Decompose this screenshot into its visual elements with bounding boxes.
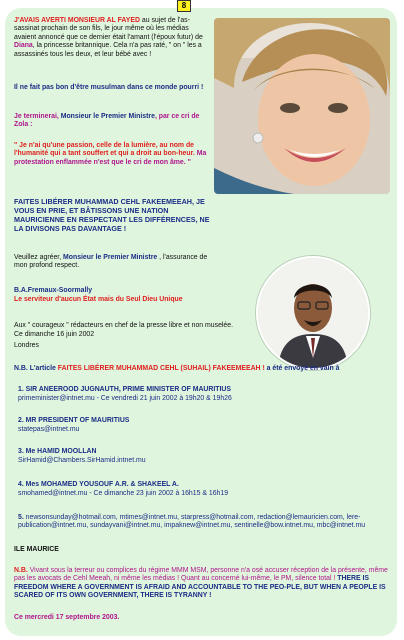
- diana-name: Diana: [14, 42, 33, 50]
- final-date: Ce mercredi 17 septembre 2003.: [14, 614, 120, 621]
- closing-a: Veuillez agréer,: [14, 254, 64, 261]
- zola-intro-b: Monsieur le Premier Ministre: [60, 113, 155, 120]
- recipient-1-name: 1. SIR ANEEROOD JUGNAUTH, PRIME MINISTER OF MAURITIUS: [18, 386, 231, 393]
- recipient-5-emails: newsonsunday@hotmail.com, mtimes@intnet.mu, starpress@hotmail.com, redaction@lemauricien.com, lere-publication@intnet.mu, sundayvani@intnet.mu, impaknew@intnet.mu, sentinelle@bow.intnet.mu, mbc@intnet.mu: [18, 514, 366, 530]
- recipient-2-name: 2. MR PRESIDENT OF MAURITIUS: [18, 417, 130, 424]
- zola-intro-a: Je terminerai,: [14, 113, 61, 120]
- princess-photo: [214, 18, 390, 194]
- muslim-statement: Il ne fait pas bon d'être musulman dans ce monde pourri !: [14, 84, 204, 91]
- intro-tail: , la princesse britannique. Cela n'a pas raté, " on " les a assassinés tous les deux, et leur bébé avec !: [14, 42, 202, 58]
- final-note: [14, 567, 392, 601]
- recipient-3-detail: SirHamid@Chambers.SirHamid.intnet.mu: [18, 457, 146, 464]
- ile-maurice-heading: ILE MAURICE: [14, 546, 59, 553]
- dateline: Ce dimanche 16 juin 2002: [14, 331, 95, 338]
- final-body: Vivant sous la terreur ou complices du régime MMM MSM, personne n'a osé accuser réception de la présente, même pas les avocats de Cehl Meeah, ni même les médias ! Quant au concerné lui-même, le PM, silence total !: [14, 567, 388, 583]
- princess-portrait-image: [214, 18, 390, 194]
- recipient-4-name: 4. Mes MOHAMED YOUSOUF A.R. & SHAKEEL A.: [18, 481, 179, 488]
- closing-formula: [14, 254, 214, 271]
- prisoner-photo: [256, 256, 370, 370]
- zola-quote-b: Ma protestation enflammée n'est que le cri de mon âme. ": [14, 150, 207, 166]
- intro-paragraph: [14, 17, 212, 59]
- nb-a: N.B. L'article: [14, 365, 58, 372]
- recipient-2-detail: statepas@intnet.mu: [18, 426, 80, 433]
- press-cc: Aux " courageux " rédacteurs en chef de la presse libre et non muselée.: [14, 322, 234, 329]
- signature-title: Le serviteur d'aucun État mais du Seul Dieu Unique: [14, 296, 183, 303]
- zola-quote-a: " Je n'ai qu'une passion, celle de la lumière, au nom de l'humanité qui a tant souffert et qui a droit au bon-heur.: [14, 142, 197, 158]
- recipient-1-detail: primeminister@intnet.mu - Ce vendredi 21 juin 2002 à 19h20 & 19h26: [18, 395, 232, 402]
- nb-b: FAITES LIBÉRER MUHAMMAD CEHL (SUHAIL) FAKEEMEEAH !: [57, 365, 265, 372]
- recipient-3-name: 3. Me HAMID MOOLLAN: [18, 448, 97, 455]
- signature-name: B.A.Fremaux-Soormally: [14, 287, 93, 294]
- zola-intro-c: , par ce cri de Zola :: [14, 113, 200, 129]
- intro-body: au sujet de l'as-sassinat prochain de son fils, le jour même où les médias avaient annoncé que ce dernier était l'amant (l'époux futur) de: [14, 17, 203, 41]
- nb-article: [14, 365, 394, 373]
- page-number-badge: 8: [177, 0, 191, 12]
- recipient-5: [18, 514, 388, 531]
- closing-c: , l'assurance de mon profond respect.: [14, 254, 208, 270]
- intro-lead: J'AVAIS AVERTI MONSIEUR AL FAYED: [14, 17, 140, 24]
- recipient-4-detail: smohamed@intnet.mu - Ce dimanche 23 juin 2002 à 16h15 & 16h19: [18, 490, 229, 497]
- final-freedom-quote: THERE IS FREEDOM WHERE A GOVERNMENT IS AFRAID AND ACCOUNTABLE TO THE PEO-PLE, BUT WHEN A PEOPLE IS SCARED OF ITS OWN GOVERNMENT, THERE IS TYRANNY !: [14, 575, 386, 600]
- nb-c: a été envoyé en vain à: [264, 365, 340, 372]
- zola-intro: [14, 113, 212, 130]
- zola-quote: [14, 142, 212, 167]
- final-nb: N.B.: [14, 567, 28, 574]
- recipient-5-num: 5.: [18, 514, 24, 521]
- liberation-appeal: FAITES LIBÉRER MUHAMMAD CEHL FAKEEMEEAH, JE VOUS EN PRIE, ET BÂTISSONS UNE NATION MAURICIENNE EN RESPECTANT LES DIFFÉRENCES, NE LA DIVISONS PAS DAVANTAGE !: [14, 197, 210, 233]
- place: Londres: [14, 342, 39, 349]
- closing-b: Monsieur le Premier Ministre: [63, 254, 158, 261]
- prisoner-portrait-image: [258, 258, 368, 368]
